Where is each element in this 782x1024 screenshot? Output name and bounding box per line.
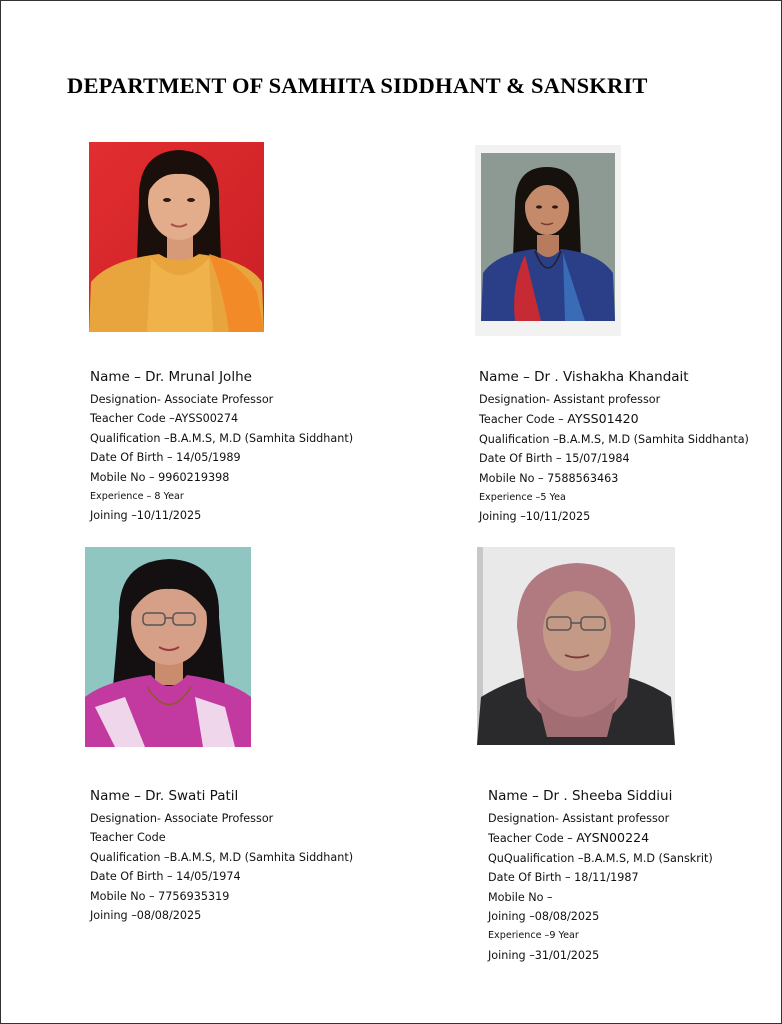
profile-mobile: Mobile No – 7756935319: [90, 889, 230, 903]
profile-teacher-code: Teacher Code – AYSS01420: [479, 411, 639, 427]
profile-name: Name – Dr. Swati Patil: [90, 788, 239, 804]
profile-photo-sheeba: [477, 547, 675, 745]
profile-info-mrunal: [90, 369, 353, 526]
profile-qualification: Qualification –B.A.M.S, M.D (Samhita Siddhant): [90, 431, 354, 445]
profile-photo-mrunal: [89, 142, 264, 332]
profile-designation: Designation- Assistant professor: [488, 812, 670, 825]
page-title: DEPARTMENT OF SAMHITA SIDDHANT & SANSKRIT: [67, 73, 648, 98]
profile-experience: Experience –9 Year: [488, 930, 579, 942]
profile-designation: Designation- Associate Professor: [90, 812, 274, 825]
profile-info-vishakha: [479, 369, 749, 527]
profile-designation: Designation- Associate Professor: [90, 393, 274, 406]
profile-name: Name – Dr . Vishakha Khandait: [479, 369, 689, 385]
profile-name: Name – Dr. Mrunal Jolhe: [90, 369, 252, 385]
profile-teacher-code: Teacher Code –AYSS00274: [90, 412, 239, 426]
profile-info-swati: [90, 788, 353, 925]
profile-joining: Joining –10/11/2025: [90, 509, 202, 523]
profile-qualification: Qualification –B.A.M.S, M.D (Samhita Siddhanta): [479, 432, 749, 446]
profile-joining: Joining –08/08/2025: [90, 909, 202, 923]
profile-qualification: QuQualification –B.A.M.S, M.D (Sanskrit): [488, 851, 713, 865]
profile-info-sheeba: [488, 788, 713, 965]
profile-photo-swati: [85, 547, 251, 747]
profile-mobile: Mobile No – 9960219398: [90, 470, 230, 484]
profile-name: Name – Dr . Sheeba Siddiui: [488, 788, 673, 804]
profile-joining-2: Joining –31/01/2025: [488, 948, 600, 962]
profile-dob: Date Of Birth – 14/05/1989: [90, 451, 241, 465]
profile-joining: Joining –08/08/2025: [488, 910, 600, 924]
profile-photo-vishakha: [475, 145, 621, 336]
profile-mobile: Mobile No –: [488, 890, 553, 904]
profile-experience: Experience –5 Yea: [479, 492, 566, 504]
profile-teacher-code: Teacher Code – AYSN00224: [488, 830, 650, 846]
profile-dob: Date Of Birth – 18/11/1987: [488, 871, 639, 885]
profile-qualification: Qualification –B.A.M.S, M.D (Samhita Siddhant): [90, 850, 354, 864]
profile-joining: Joining –10/11/2025: [479, 510, 591, 524]
profile-designation: Designation- Assistant professor: [479, 393, 661, 406]
profile-teacher-code: Teacher Code: [90, 831, 166, 845]
profile-mobile: Mobile No – 7588563463: [479, 471, 619, 485]
profile-experience: Experience – 8 Year: [90, 491, 184, 503]
profile-dob: Date Of Birth – 15/07/1984: [479, 452, 630, 466]
profile-dob: Date Of Birth – 14/05/1974: [90, 870, 241, 884]
